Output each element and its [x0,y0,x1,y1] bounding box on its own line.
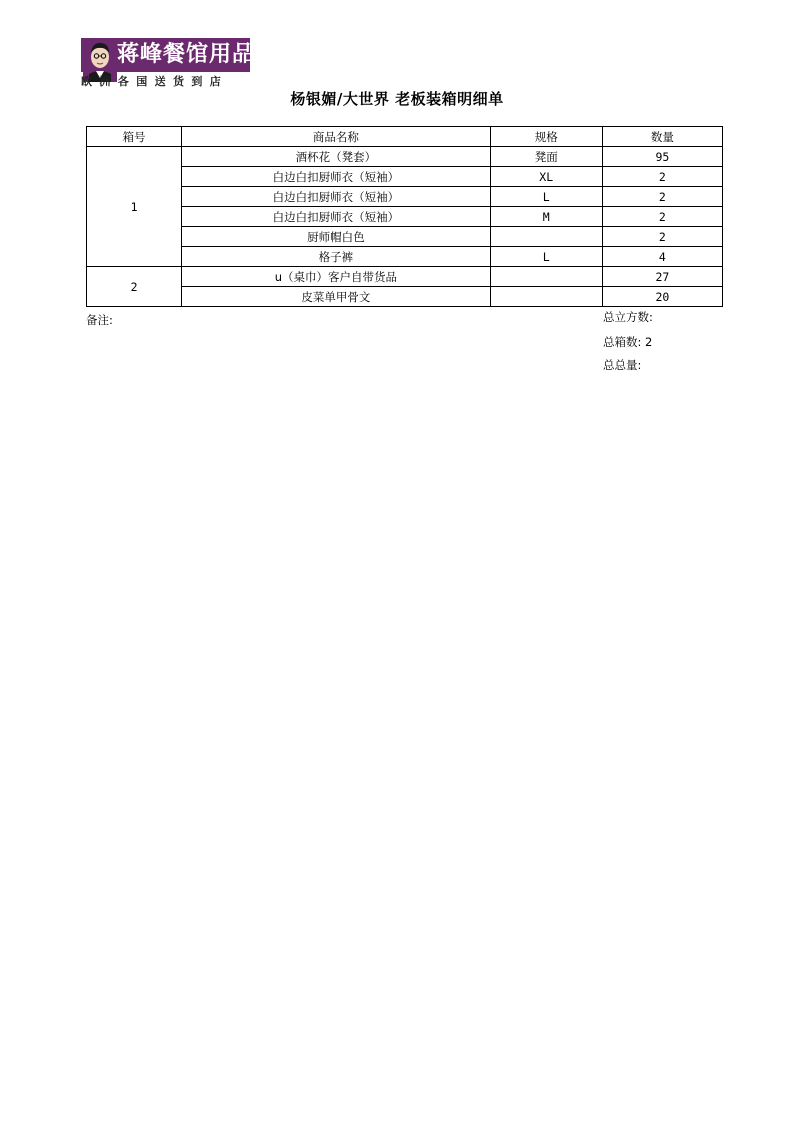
product-name-cell: 白边白扣厨师衣（短袖） [182,167,490,187]
company-logo [81,38,256,88]
table-row [87,287,723,307]
product-name-cell: 白边白扣厨师衣（短袖） [182,207,490,227]
spec-cell: XL [490,167,602,187]
total-boxes-label: 总箱数: 2 [603,335,653,349]
product-name-cell: 酒杯花（凳套） [182,147,490,167]
quantity-cell: 2 [602,227,722,247]
table-row [87,187,723,207]
remark-label: 备注: [86,313,113,327]
table-row [87,167,723,187]
box-number-cell: 2 [87,267,182,307]
total-weight-label: 总总量: [603,358,642,372]
table-row [87,247,723,267]
document-title: 杨银媚/大世界 老板装箱明细单 [290,90,504,108]
product-name-cell: 皮菜单甲骨文 [182,287,490,307]
logo-slogan: 欧洲各国送货到店 [81,75,229,88]
packing-list-table [86,126,723,307]
product-name-cell: 厨师帽白色 [182,227,490,247]
quantity-cell: 27 [602,267,722,287]
total-volume-label: 总立方数: [603,310,653,324]
quantity-cell: 20 [602,287,722,307]
table-row [87,267,723,287]
header-box-number: 箱号 [87,127,182,147]
table-row [87,147,723,167]
box-number-cell: 1 [87,147,182,267]
product-name-cell: 白边白扣厨师衣（短袖） [182,187,490,207]
quantity-cell: 2 [602,207,722,227]
quantity-cell: 2 [602,187,722,207]
quantity-cell: 2 [602,167,722,187]
product-name-cell: 格子裤 [182,247,490,267]
quantity-cell: 4 [602,247,722,267]
quantity-cell: 95 [602,147,722,167]
spec-cell [490,287,602,307]
table-row [87,227,723,247]
spec-cell: 凳面 [490,147,602,167]
spec-cell [490,267,602,287]
logo-company-name: 蒋峰餐馆用品 [117,42,256,67]
spec-cell: M [490,207,602,227]
header-product-name: 商品名称 [182,127,490,147]
product-name-cell: u（桌巾）客户自带货品 [182,267,490,287]
spec-cell: L [490,247,602,267]
table-header-row [87,127,723,147]
table-row [87,207,723,227]
header-quantity: 数量 [602,127,722,147]
spec-cell [490,227,602,247]
header-spec: 规格 [490,127,602,147]
spec-cell: L [490,187,602,207]
